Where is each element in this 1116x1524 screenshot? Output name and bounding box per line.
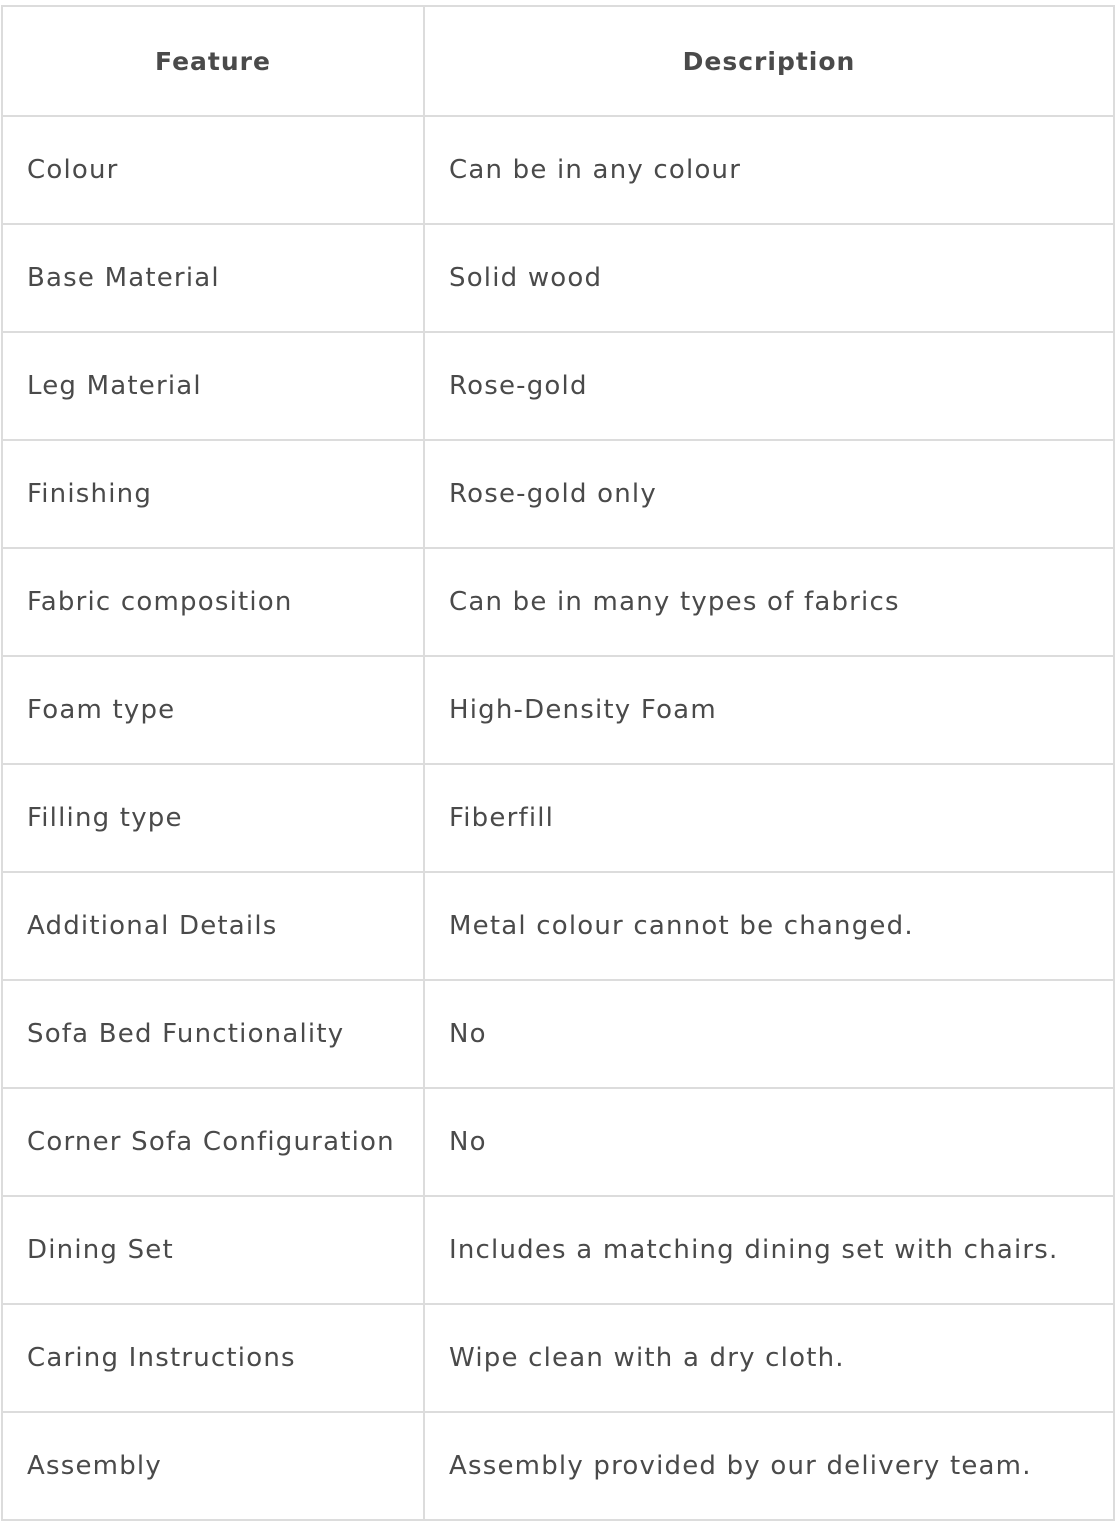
feature-cell: Colour (2, 116, 424, 224)
table-row (2, 116, 1114, 224)
feature-cell: Sofa Bed Functionality (2, 980, 424, 1088)
table-row (2, 764, 1114, 872)
feature-cell: Additional Details (2, 872, 424, 980)
table-row (2, 332, 1114, 440)
header-feature: Feature (2, 6, 424, 116)
table-row (2, 980, 1114, 1088)
table-row (2, 656, 1114, 764)
description-cell: Rose-gold (424, 332, 1114, 440)
description-cell: Solid wood (424, 224, 1114, 332)
table-row (2, 1088, 1114, 1196)
feature-cell: Base Material (2, 224, 424, 332)
description-cell: Rose-gold only (424, 440, 1114, 548)
feature-cell: Fabric composition (2, 548, 424, 656)
feature-cell: Assembly (2, 1412, 424, 1520)
feature-cell: Corner Sofa Configuration (2, 1088, 424, 1196)
feature-cell: Leg Material (2, 332, 424, 440)
table-row (2, 548, 1114, 656)
description-cell: Wipe clean with a dry cloth. (424, 1304, 1114, 1412)
table-row (2, 224, 1114, 332)
description-cell: Can be in any colour (424, 116, 1114, 224)
feature-cell: Foam type (2, 656, 424, 764)
table-row (2, 1412, 1114, 1520)
product-spec-table (1, 5, 1115, 1521)
description-cell: High-Density Foam (424, 656, 1114, 764)
description-cell: Can be in many types of fabrics (424, 548, 1114, 656)
feature-cell: Dining Set (2, 1196, 424, 1304)
table-body (2, 116, 1114, 1520)
description-cell: Fiberfill (424, 764, 1114, 872)
table-row (2, 440, 1114, 548)
table-row (2, 1304, 1114, 1412)
table-row (2, 872, 1114, 980)
description-cell: No (424, 1088, 1114, 1196)
description-cell: Includes a matching dining set with chairs. (424, 1196, 1114, 1304)
header-row (2, 6, 1114, 116)
feature-cell: Finishing (2, 440, 424, 548)
header-description: Description (424, 6, 1114, 116)
description-cell: Assembly provided by our delivery team. (424, 1412, 1114, 1520)
description-cell: Metal colour cannot be changed. (424, 872, 1114, 980)
feature-cell: Caring Instructions (2, 1304, 424, 1412)
table-header (2, 6, 1114, 116)
feature-cell: Filling type (2, 764, 424, 872)
table-row (2, 1196, 1114, 1304)
description-cell: No (424, 980, 1114, 1088)
